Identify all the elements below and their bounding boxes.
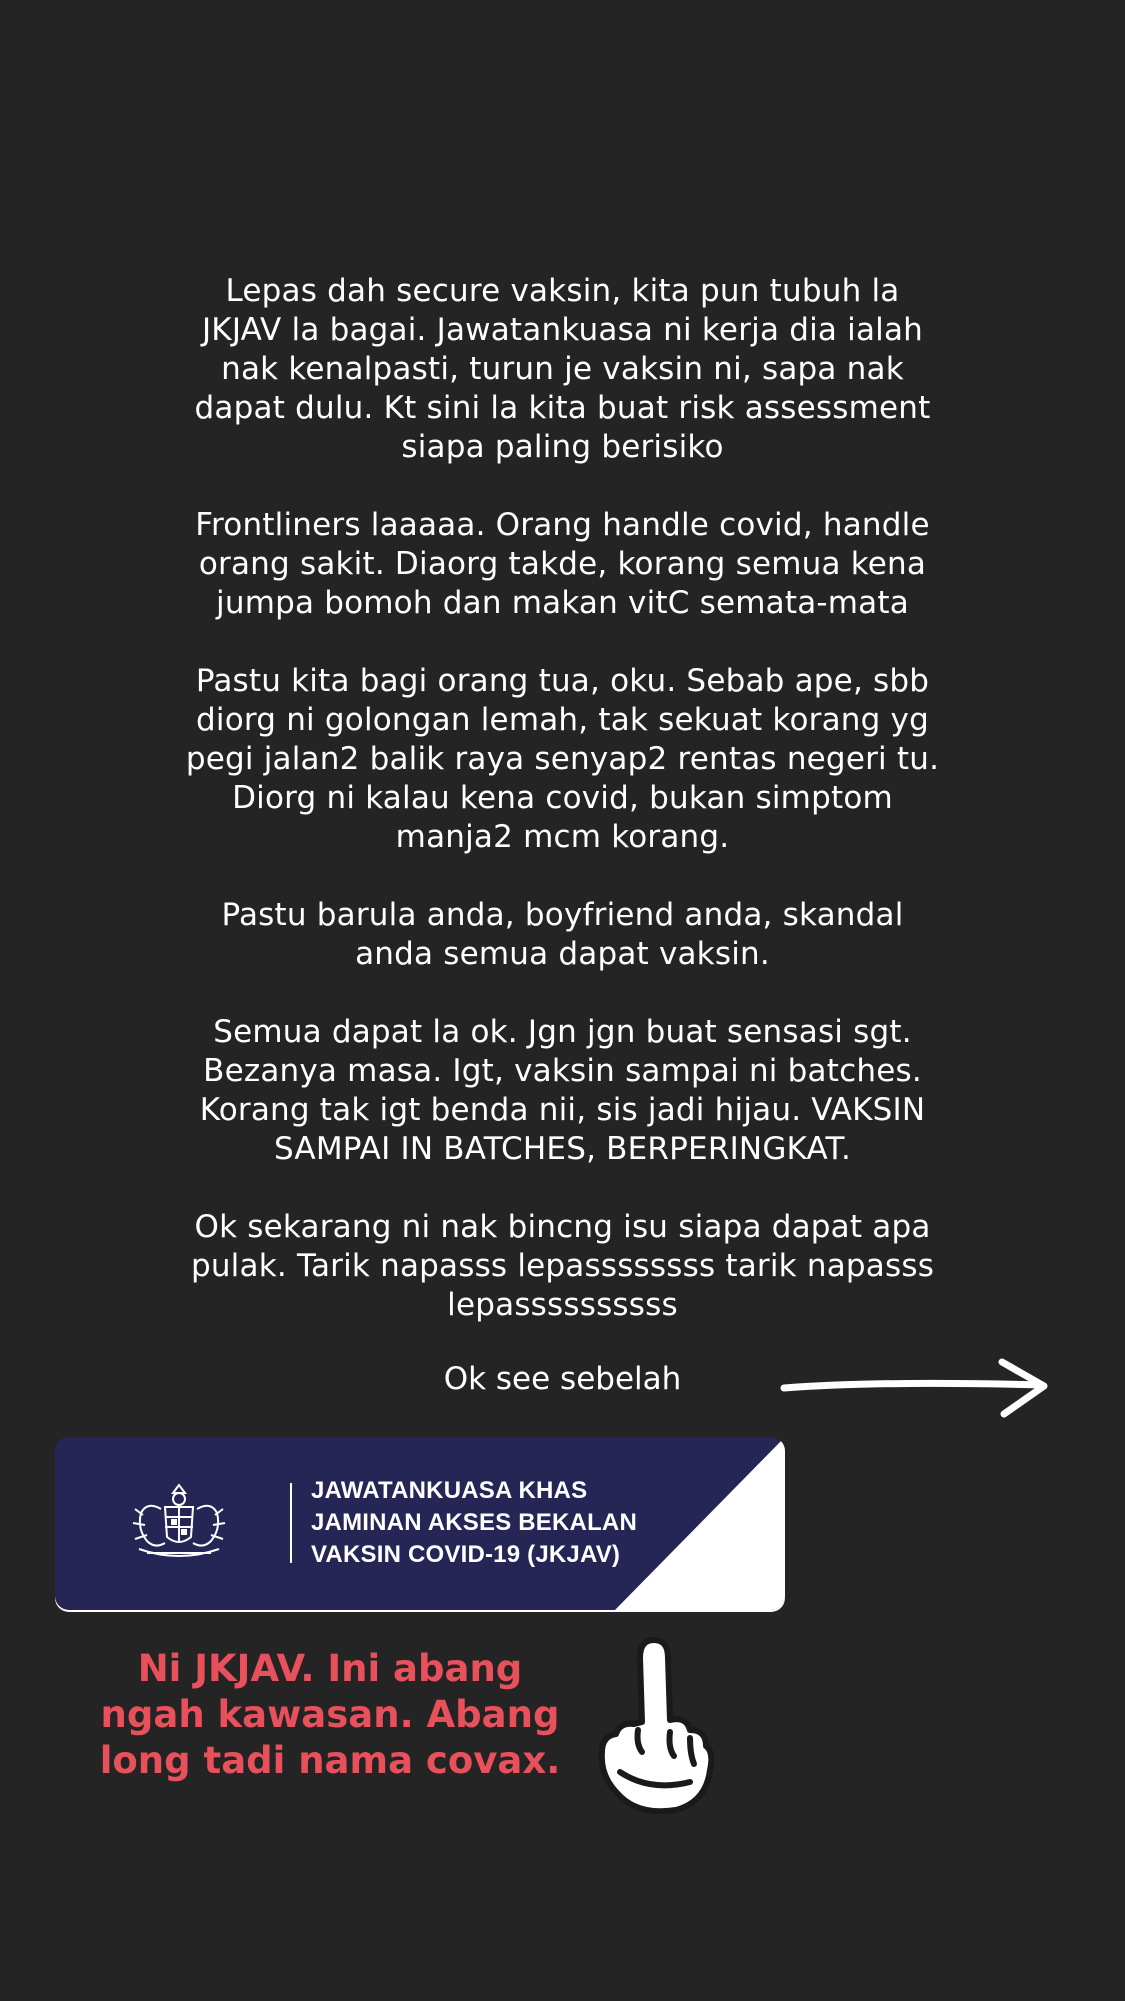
see-next-row [0,1358,1125,1418]
banner-line-3: VAKSIN COVID-19 (JKJAV) [311,1541,621,1568]
paragraph-batches: Semua dapat la ok. Jgn jgn buat sensasi sgt. Bezanya masa. Igt, vaksin sampai ni batches. Korang tak igt benda nii, sis jadi hijau. VAKSIN SAMPAI IN BATCHES, BERPERINGKAT. [199,1014,926,1167]
banner-line-2: JAMINAN AKSES BEKALAN [311,1509,637,1536]
banner-line-1: JAWATANKUASA KHAS [311,1477,588,1504]
paragraph-next-topic: Ok sekarang ni nak bincng isu siapa dapat apa pulak. Tarik napasss lepassssssss tarik napasss lepassssssssss [190,1209,935,1323]
banner-title [311,1475,637,1571]
note-line-1: Ni JKJAV. Ini abang [137,1647,523,1690]
paragraph-everyone: Pastu barula anda, boyfriend anda, skandal anda semua dapat vaksin. [221,897,904,972]
coat-of-arms-icon [125,1479,233,1567]
note-line-3: long tadi nama covax. [99,1739,561,1782]
story-text-block [125,272,1000,1364]
jkjav-banner [55,1437,785,1610]
arrow-right-icon [780,1358,1050,1418]
note-line-2: ngah kawasan. Abang [100,1693,560,1736]
paragraph-frontliners: Frontliners laaaaa. Orang handle covid, handle orang sakit. Diaorg takde, korang semua kena jumpa bomoh dan makan vitC semata-mata [195,507,930,621]
banner-divider [290,1483,292,1563]
jkjav-note [80,1646,580,1784]
paragraph-jkjav-intro: Lepas dah secure vaksin, kita pun tubuh la JKJAV la bagai. Jawatankuasa ni kerja dia ialah nak kenalpasti, turun je vaksin ni, sapa nak dapat dulu. Kt sini la kita buat risk assessment siapa paling berisiko [194,273,931,465]
paragraph-elderly: Pastu kita bagi orang tua, oku. Sebab ape, sbb diorg ni golongan lemah, tak sekuat korang yg pegi jalan2 balik raya senyap2 rentas negeri tu. Diorg ni kalau kena covid, bukan simptom manja2 mcm korang. [185,663,940,855]
pointing-up-hand-icon [590,1632,720,1822]
see-next-text: Ok see sebelah [443,1361,682,1397]
